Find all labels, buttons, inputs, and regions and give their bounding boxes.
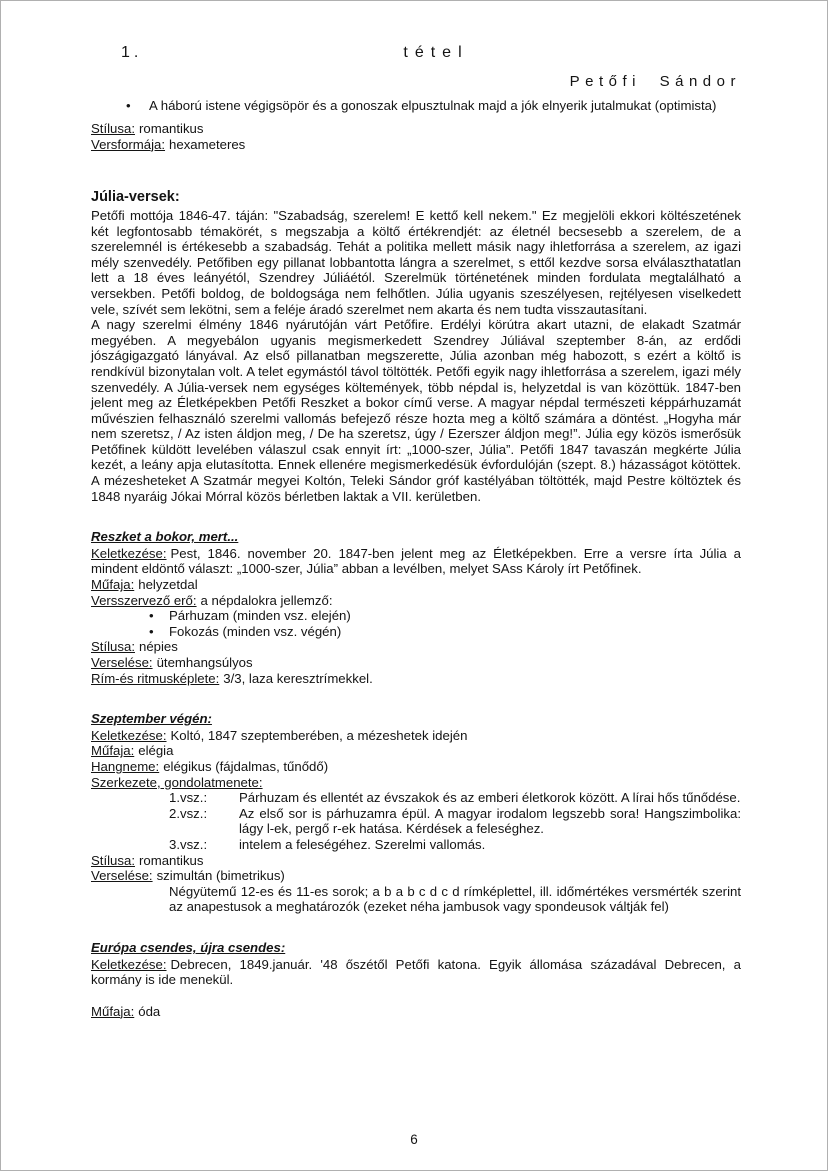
subsection-reszket (91, 529, 741, 686)
field-label: Verselése: (91, 868, 153, 884)
bullet-icon (149, 624, 169, 640)
verse-meter-note: Négyütemű 12-es és 11-es sorok; a b a b c d c d rímképlettel, ill. időmértékes versmérték szerint az anapestusok a meghatározók (ezeket néha jambusok vagy spondeusok váltják fel) (169, 883, 741, 915)
field-stilusa (91, 853, 741, 869)
author-name: Petőfi Sándor (569, 73, 741, 90)
field-label: Műfaja: (91, 577, 135, 593)
field-value: ütemhangsúlyos (156, 655, 253, 670)
field-value: szimultán (bimetrikus) (156, 868, 285, 884)
field-label: Versformája: (91, 136, 166, 152)
field-label: Stílusa: (91, 852, 135, 868)
field-value: népies (138, 639, 178, 655)
subsection-heading: Reszket a bokor, mert... (91, 529, 239, 545)
field-value: hexameteres (169, 136, 246, 152)
field-verselese (91, 655, 741, 671)
field-value: elégikus (fájdalmas, tűnődő) (163, 758, 329, 774)
field-stilusa (91, 121, 741, 137)
list-item (126, 98, 741, 114)
bullet-icon (149, 608, 169, 624)
stanza-text: Az első sor is párhuzamra épül. A magyar irodalom legszebb sora! Hangszimbolika: lágy l-ek, pergő r-ek hatása. Kérdések a feleséghez. (239, 805, 741, 837)
subsection-heading: Európa csendes, újra csendes: (91, 939, 286, 955)
field-value: Koltó, 1847 szeptemberében, a mézeshetek idején (170, 727, 468, 743)
intro-fields (91, 121, 741, 152)
bullet-text: Párhuzam (minden vsz. elején) (169, 608, 351, 624)
field-label: Verselése: (91, 655, 153, 670)
field-value: a népdalokra jellemző: (200, 592, 333, 608)
bullet-text: Fokozás (minden vsz. végén) (169, 623, 342, 639)
stanza-number: 2.vsz.: (169, 805, 208, 821)
field-label: Keletkezése: (91, 727, 167, 743)
field-keletkezese (91, 546, 741, 577)
field-versszervezo-ero (91, 593, 741, 609)
field-label: Versszervező erő: (91, 592, 197, 608)
stanza-text: Párhuzam és ellentét az évszakok és az emberi életkorok között. A lírai hős tűnődése. (239, 790, 741, 806)
stanza-number: 3.vsz.: (169, 836, 208, 852)
paragraph: Petőfi mottója 1846-47. táján: "Szabadság, szerelem! E kettő kell nekem." Ez megjelöli ekkori költészetének két legfontosabb témakörét, s megszabja a költő értékrendjét: az életnél becsesebb a szerelem, de a szerelemnél is értékesebb a szabadság. Tehát a politika mellett másik nagy ihletforrása a szerelem, az igazi mély szenvedély. Petőfiben egy pillanat lobbantotta lángra a szerelmet, s ettől kezdve sorsa elválaszthatatlan lett a 18 éves leányétól, Szendrey Júliáétól. Szerelmük történetének minden fordulata megtalálható a versekben. Petőfi boldog, de boldogsága nem felhőtlen. Júlia ugyanis szeszélyesen, rejtélyesen viselkedett vele, szívét sem lekötni, sem a feléje áradó szerelmet nem akarta és nem tudta visszautasítani. (91, 207, 741, 317)
paragraph: A nagy szerelmi élmény 1846 nyárutóján várt Petőfire. Erdélyi körútra akart utazni, de elakadt Szatmár megyében. A megyebálon ugyanis megismerkedett Szendrey Júliával szeptember 8-án, az erdődi jószágigazgató lányával. Az első pillanatban megszerette, Júlia azonban még habozott, s ezért a költő is rendkívül bizonytalan volt. A telet egymástól távol töltötték. Petőfi egyik nagy ihletforrása a szerelem, igazi mély szenvedély. A Júlia-versek nem egységes költemények, több népdal is, helyzetdal is van közöttük. 1847-ben jelent meg az Életképekben Petőfi Reszket a bokor című verse. A magyar népdal természeti képpárhuzamát művészien felhasználó szerelmi vallomás befejező része hozta meg a költő számára a döntést. „Hogyha már nem szeretsz, / Az isten áldjon meg, / De ha szeretsz, úgy / Ezerszer áldjon meg!”. Júlia egy közös ismerősük Petőfinek küldött levelében válaszul csak ennyit írt: „1000-szer, Júlia”. Petőfi 1847 tavaszán megkérte Júlia kezét, a leány apja elutasította. Ennek ellenére megismerkedésük évfordulóján (szept. 8.) házasságot kötöttek. A mézesheteket A Szatmár megyei Koltón, Teleki Sándor gróf kastélyában töltötték, majd Pestre költöztek és 1848 nyaráig Jókai Mórral közös bérletben laktak a VII. kerületben. (91, 317, 741, 504)
field-verselese (91, 868, 741, 884)
field-label: Keletkezése: (91, 545, 167, 561)
field-label: Hangneme: (91, 758, 160, 774)
section-heading-julia-versek: Júlia-versek: (91, 189, 180, 206)
field-value: Debrecen, 1849.január. '48 őszétől Petőfi katona. Egyik állomása századával Debrecen, a kormány is ide menekül. (91, 956, 741, 988)
stanza-item (169, 837, 741, 853)
field-versformaja (91, 137, 741, 153)
field-value: helyzetdal (138, 577, 198, 593)
stanza-number: 1.vsz.: (169, 790, 208, 806)
subsection-szeptember-vegen (91, 711, 741, 915)
field-label: Rím-és ritmusképlete: (91, 670, 220, 686)
field-value: romantikus (138, 121, 204, 137)
field-szerkezete (91, 775, 741, 791)
field-rim-es-ritmuskeplete (91, 671, 741, 687)
field-mufaja (91, 743, 741, 759)
field-value: 3/3, laza keresztrímekkel. (223, 670, 373, 686)
field-value: Pest, 1846. november 20. 1847-ben jelent meg az Életképekben. Erre a versre írta Júlia a mindent eldöntő választ: „1000-szer, Júlia” abban a levélben, melyet SAss Károly írt Petőfinek. (91, 545, 741, 577)
stanza-item (169, 806, 741, 837)
subsection-europa-csendes (91, 940, 741, 1019)
field-label: Stílusa: (91, 121, 135, 137)
field-value: elégia (138, 743, 174, 759)
field-label: Szerkezete, gondolatmenete: (91, 774, 263, 790)
stanza-item (169, 790, 741, 806)
field-value: romantikus (138, 852, 204, 868)
doc-title: tétel (403, 44, 469, 61)
field-label: Műfaja: (91, 1003, 135, 1019)
page-number: 6 (410, 1132, 418, 1148)
stanza-text: intelem a feleségéhez. Szerelmi vallomás. (239, 836, 486, 852)
field-hangneme (91, 759, 741, 775)
bullet-icon (126, 98, 149, 114)
document-content (91, 45, 741, 1019)
bullet-text: A háború istene végigsöpör és a gonoszak elpusztulnak majd a jók elnyerik jutalmukat (optimista) (149, 97, 717, 113)
field-keletkezese (91, 728, 741, 744)
subsection-heading: Szeptember végén: (91, 711, 212, 727)
list-item (149, 608, 741, 624)
field-mufaja (91, 577, 741, 593)
doc-header (91, 45, 741, 67)
tetel-number: 1. (121, 44, 143, 61)
field-label: Műfaja: (91, 743, 135, 759)
field-label: Keletkezése: (91, 956, 167, 972)
bullet-list (91, 608, 741, 639)
field-keletkezese (91, 957, 741, 988)
field-mufaja (91, 1004, 741, 1020)
field-label: Stílusa: (91, 639, 135, 655)
field-value: óda (138, 1003, 161, 1019)
list-item (149, 624, 741, 640)
field-stilusa (91, 639, 741, 655)
